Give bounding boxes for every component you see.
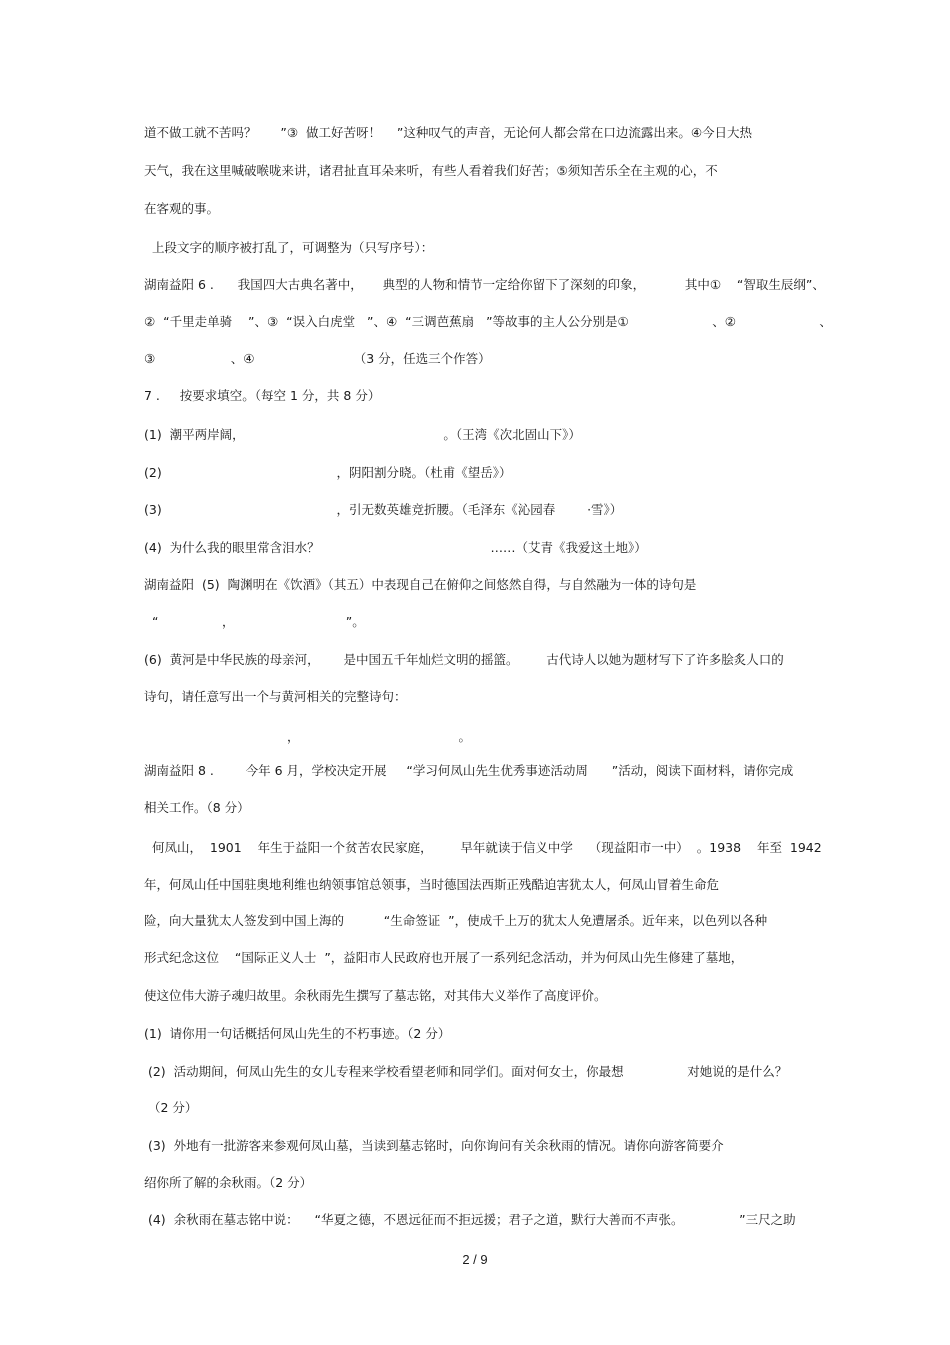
question-heading: 7 . 按要求填空。（每空 1 分，共 8 分） [144, 388, 381, 403]
text-line: 年，何凤山任中国驻奥地利维也纳领事馆总领事，当时德国法西斯正残酷迫害犹太人，何凤山冒着生命危 [144, 877, 720, 892]
text-line: (3) 外地有一批游客来参观何凤山墓，当读到墓志铭时，向你询问有关余秋雨的情况。请你向游客简要介 [144, 1138, 724, 1153]
text-line: (2) ，阴阳割分晓。（杜甫《望岳》） [144, 465, 512, 480]
text-line: (3) ，引无数英雄竞折腰。（毛泽东《沁园春 ·雪》） [144, 502, 623, 517]
text-line: 绍你所了解的余秋雨。（2 分） [144, 1175, 313, 1190]
text-line: 使这位伟大游子魂归故里。余秋雨先生撰写了墓志铭，对其伟大义举作了高度评价。 [144, 988, 607, 1003]
text-line: 湖南益阳 6 . 我国四大古典名著中， 典型的人物和情节一定给你留下了深刻的印象， 其中① “智取生辰纲”、 [144, 277, 825, 292]
text-line: 何凤山， 1901 年生于益阳一个贫苦农民家庭， 早年就读于信义中学 （现益阳市一中） 。1938 年至 1942 [144, 840, 822, 855]
text-line: 形式纪念这位 “国际正义人士 ”，益阳市人民政府也开展了一系列纪念活动，并为何凤山先生修建了墓地， [144, 950, 744, 965]
text-line: ， 。 [144, 729, 471, 744]
page-number: 2 / 9 [462, 1252, 488, 1267]
text-line: （2 分） [144, 1100, 198, 1115]
text-line: 相关工作。（8 分） [144, 800, 250, 815]
text-line: (4) 余秋雨在墓志铭中说： “华夏之德，不恩远征而不拒远援；君子之道，默行大善而不声张。 ”三尺之助 [144, 1212, 796, 1227]
text-line: 道不做工就不苦吗？ ”③ 做工好苦呀！ ”这种叹气的声音，无论何人都会常在口边流露出来。④今日大热 [144, 125, 753, 140]
text-line: “ ， ”。 [144, 614, 365, 629]
text-line: 在客观的事。 [144, 201, 220, 216]
text-line: ② “千里走单骑 ”、③ “误入白虎堂 ”、④ “三调芭蕉扇 ”等故事的主人公分别是① 、② 、 [144, 314, 832, 329]
text-line: 湖南益阳 (5) 陶渊明在《饮酒》（其五）中表现自己在俯仰之间悠然自得，与自然融为一体的诗句是 [144, 577, 697, 592]
question-heading: 湖南益阳 8 . 今年 6 月，学校决定开展 “学习何凤山先生优秀事迹活动周 ”活动，阅读下面材料，请你完成 [144, 763, 794, 778]
text-line: (6) 黄河是中华民族的母亲河， 是中国五千年灿烂文明的摇篮。 古代诗人以她为题材写下了许多脍炙人口的 [144, 652, 784, 667]
text-line: ③ 、④ （3 分，任选三个作答） [144, 351, 491, 366]
text-line: 天气，我在这里喊破喉咙来讲，诸君扯直耳朵来听，有些人看着我们好苦；⑤须知苦乐全在主观的心，不 [144, 163, 718, 178]
text-line: 诗句，请任意写出一个与黄河相关的完整诗句： [144, 689, 407, 704]
text-line: (4) 为什么我的眼里常含泪水？ ……（艾青《我爱这土地》） [144, 540, 647, 555]
text-line: 险，向大量犹太人签发到中国上海的 “生命签证 ”，使成千上万的犹太人免遭屠杀。近年来，以色列以各种 [144, 913, 768, 928]
text-line: (1) 潮平两岸阔， 。（王湾《次北固山下》） [144, 427, 581, 442]
text-line: (2) 活动期间，何凤山先生的女儿专程来学校看望老师和同学们。面对何女士，你最想 对她说的是什么？ [144, 1064, 788, 1079]
text-line: (1) 请你用一句话概括何凤山先生的不朽事迹。（2 分） [144, 1026, 451, 1041]
text-line: 上段文字的顺序被打乱了，可调整为（只写序号）： [144, 240, 434, 255]
